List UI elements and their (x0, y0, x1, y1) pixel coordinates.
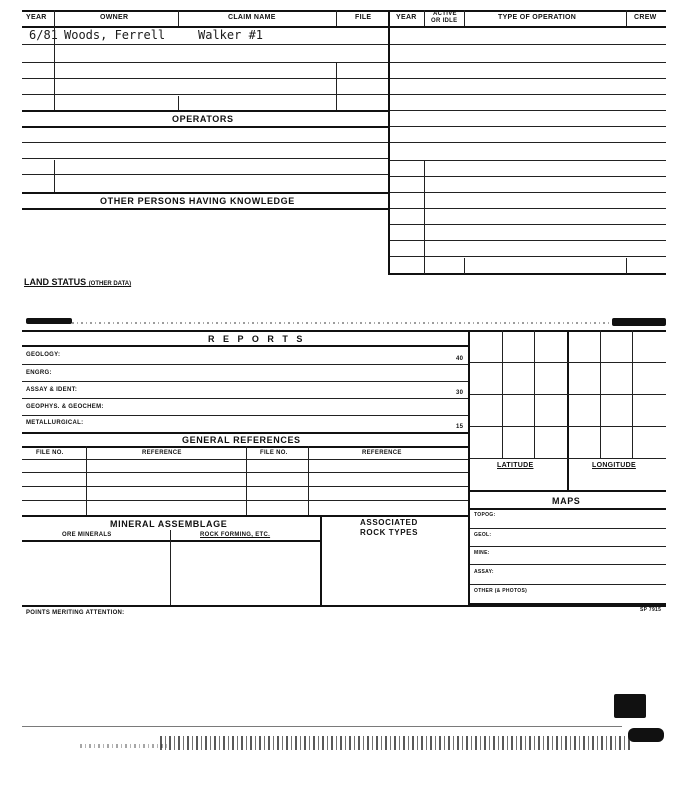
scan-artifact-line (22, 726, 622, 727)
header-file: FILE (355, 14, 372, 21)
header-or-idle: OR IDLE (431, 18, 458, 24)
scan-noise-band (160, 736, 630, 750)
land-status-sub: (OTHER DATA) (88, 281, 132, 287)
rock-types-label: ROCK TYPES (360, 528, 419, 537)
map-other: OTHER (& PHOTOS) (474, 588, 528, 594)
rock-forming-label: ROCK FORMING, ETC. (200, 532, 271, 538)
report-engrg: ENGRG: (26, 370, 52, 376)
reports-title: R E P O R T S (208, 334, 306, 344)
report-geology: GEOLOGY: (26, 352, 61, 358)
scan-smudge-left (26, 318, 72, 324)
scan-smudge-block (614, 694, 646, 718)
form-code: SP 7915 (640, 607, 662, 613)
header-year-right: YEAR (396, 14, 417, 21)
report-geophys: GEOPHYS. & GEOCHEM: (26, 404, 104, 410)
report-metallurgical-num: 15 (456, 424, 464, 430)
longitude-label: LONGITUDE (592, 462, 636, 469)
operators-title: OPERATORS (172, 114, 234, 124)
gr-file-no: FILE NO. (36, 450, 64, 456)
header-crew: CREW (634, 14, 657, 21)
report-metallurgical: METALLURGICAL: (26, 420, 84, 426)
header-active: ACTIVE (433, 11, 457, 17)
other-persons-title: OTHER PERSONS HAVING KNOWLEDGE (100, 196, 295, 206)
header-owner: OWNER (100, 14, 129, 21)
report-assay: ASSAY & IDENT: (26, 387, 78, 393)
header-year: YEAR (26, 14, 47, 21)
map-mine: MINE: (474, 550, 490, 556)
gr-reference-2: REFERENCE (362, 450, 402, 456)
points-meriting-attention: POINTS MERITING ATTENTION: (26, 610, 125, 616)
maps-title: MAPS (552, 496, 581, 506)
gr-file-no-2: FILE NO. (260, 450, 288, 456)
general-references-title: GENERAL REFERENCES (182, 435, 301, 445)
map-geol: GEOL: (474, 532, 492, 538)
latitude-label: LATITUDE (497, 462, 534, 469)
land-status-title: LAND STATUS (24, 277, 87, 287)
report-assay-num: 30 (456, 390, 464, 396)
report-geology-num: 40 (456, 356, 464, 362)
entry-owner: Woods, Ferrell (64, 28, 166, 42)
scan-smudge-right (612, 318, 666, 326)
header-claim-name: CLAIM NAME (228, 14, 276, 21)
gr-reference: REFERENCE (142, 450, 182, 456)
scan-noise-band-2 (80, 744, 170, 748)
land-status-label (24, 277, 131, 287)
map-topog: TOPOG: (474, 512, 496, 518)
scan-smudge-corner (628, 728, 664, 742)
entry-claim-name: Walker #1 (198, 28, 264, 42)
associated-label: ASSOCIATED (360, 518, 418, 527)
mineral-assemblage-title: MINERAL ASSEMBLAGE (110, 519, 228, 529)
map-assay: ASSAY: (474, 569, 494, 575)
header-type-of-operation: TYPE OF OPERATION (498, 14, 577, 21)
entry-year: 6/81 (29, 28, 58, 42)
ore-minerals-label: ORE MINERALS (62, 532, 112, 538)
scan-noise-line (72, 322, 612, 324)
